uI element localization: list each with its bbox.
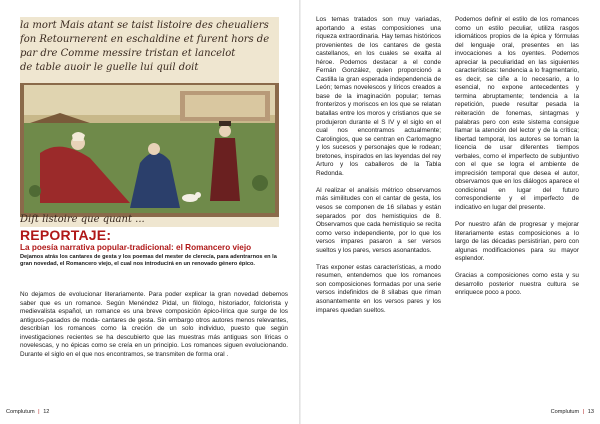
page-number: 13 — [587, 409, 594, 415]
page-number: 12 — [43, 409, 50, 415]
paragraph: Tras exponer estas características, a modo resumen, entendemos que los romances son composiciones formadas por una serie versos indefinidos de 8 sílabas que riman asonantemente en los versos pares y los impares quedan sueltos. — [316, 263, 441, 314]
section-kicker: REPORTAJE: — [20, 227, 112, 243]
garden-scene — [20, 83, 279, 217]
manuscript-script-line: la mort Mais atant se taist listoire des cheualiers — [20, 20, 269, 31]
magazine-name: Complutum — [550, 409, 580, 415]
right-column — [455, 16, 579, 298]
manuscript-script-line: de table auoir le guelle lui quil doit — [20, 62, 199, 73]
footer-separator: | — [38, 409, 40, 415]
footer-separator: | — [582, 409, 585, 415]
paragraph: Los temas tratados son muy variadas, aportando a estas composiciones una riqueza extraordinaria. Hay temas históricos provenientes de los cantares de gesta castellanos, en los cuales se exalta al héroe. Podemos destacar a el conde Fernán González, quien proporcionó a Castilla la gran esperada independencia de León; temas novelescos y líricos creados a base de la imaginación popular; temas fronterizos y moriscos en los que se relatan batallas entre los moros y cristianos que se produjeron durante el S IV y el siglo en el cual nos encontramos actualmente; Carolingios, que se centran en Carlomagno y los sucesos y personajes que le rodean; bretones, inspirados en las leyendas del rey Arturo y los caballeros de la Tabla Redonda. — [316, 16, 441, 177]
magazine-name: Complutum — [6, 409, 35, 415]
article-title: La poesía narrativa popular-tradicional: el Romancero viejo — [20, 243, 252, 252]
page-gutter — [299, 0, 301, 424]
footer-right — [551, 409, 594, 415]
footer-left — [6, 409, 49, 415]
manuscript-script-line: par dre Comme messire tristan et lancelot — [20, 48, 236, 59]
paragraph: Gracias a composiciones como esta y su desarrollo posterior nuestra cultura se enriquece poco a poco. — [455, 272, 579, 297]
manuscript-bottom-script: Dift listoire que quant ... — [20, 214, 145, 225]
manuscript-script-line: fon Retournerent en eschaldine et furent hors de — [20, 34, 270, 45]
middle-column — [316, 16, 441, 324]
article-deck: Dejamos atrás los cantares de gesta y los poemas del mester de clerecía, para adentrarnos en la gran novedad, el Romancero viejo, el cual nos introducirá en un renovado género épico. — [20, 254, 277, 268]
paragraph: Podemos definir el estilo de los romances como un estilo peculiar, utiliza rasgos idiomáticos propios de la épica y fórmulas del lenguaje oral, presentes en las invocaciones a los oyentes. Podemos apreciar la peculiaridad en las siguientes características: tendencia a lo fragmentario, es decir, se ciñe a lo necesario, a lo esencial, no expone antecedentes y termina abruptamente; tendencia a la repetición, puede resultar pesada la reiteración de fonemas, sintagmas y palabras pero con este sistema consigue llamar la atención del lector y de la crítica; libertad temporal, los autores se toman la licencia de usar diferentes tiempos verbales, como el imperfecto de subjuntivo con el que se logra el ambiente de imprecisión temporal que desea el autor, observamos que en los diálogos aparece el condicional en lugar del futuro correspondiente y el imperfecto de indicativo en lugar del presente. — [455, 16, 579, 212]
paragraph: Por nuestro afán de progresar y mejorar literariamente estas composiciones a lo largo de las décadas persistirían, pero con algunas modificaciones para su mayor esplendor. — [455, 221, 579, 263]
medieval-manuscript-illustration — [20, 17, 279, 227]
paragraph: No dejamos de evolucionar literariamente. Para poder explicar la gran novedad debemos saber que es un romance. Según Menéndez Pidal, un filólogo, historiador, folclorista y medievalista español, un romance es una breve composición épico-lírica que surge de los antiguos-pasados de moda- cantares de gesta. Sin embargo otros autores menos relevantes, describían los romances como la creción de un solo individuo, puesto que según investigaciones recientes se ha descubierto que las muestras más antiguas son líricas o novelescas, y no épicas como se creía en un principio. Los romances siguen evolucionando. Durante el siglo en el que nos encontramos, se transmiten de forma oral . — [20, 291, 288, 358]
paragraph: Al realizar el analisis métrico observamos más similitudes con el cantar de gesta, los vesos se componen de 16 sílabas y están separados por dos hemistiquios de 8. Observamos que cada hemistiquio se recita como verso independiente, por lo que los versos impares pasaron a ser versos sueltos y los pares, versos asonantados. — [316, 186, 441, 254]
left-column — [20, 291, 288, 368]
